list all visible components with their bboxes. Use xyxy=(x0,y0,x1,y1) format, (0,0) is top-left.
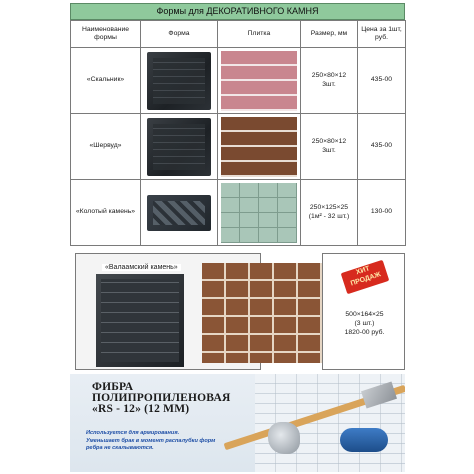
size-dimensions: 250×80×12 xyxy=(311,72,347,79)
fiber-title xyxy=(92,382,252,415)
size-quantity: 3шт. xyxy=(322,80,336,88)
price-table xyxy=(70,20,406,246)
valaam-spec xyxy=(323,310,406,337)
fiber-desc-line: Используется для армирования. xyxy=(86,430,180,436)
product-price: 435-00 xyxy=(358,114,406,180)
column-header-price: Цена за 1шт, руб. xyxy=(358,21,406,48)
mold-image xyxy=(147,195,211,231)
column-header-tile: Плитка xyxy=(218,21,301,48)
product-price: 435-00 xyxy=(358,48,406,114)
fiber-title-line: ПОЛИПРОПИЛЕНОВАЯ xyxy=(92,392,231,404)
product-price: 130-00 xyxy=(358,180,406,246)
fiber-title-line: «RS - 12» (12 ММ) xyxy=(92,403,190,415)
product-size xyxy=(301,114,358,180)
column-header-mold: Форма xyxy=(141,21,218,48)
mold-image xyxy=(147,118,211,176)
valaam-mold-image xyxy=(96,274,184,367)
tile-image xyxy=(221,183,297,243)
valaam-spec-panel xyxy=(322,253,405,370)
product-size xyxy=(301,48,358,114)
table-row xyxy=(71,114,406,180)
mold-image-cell xyxy=(141,114,218,180)
valaam-size: 500×164×25 xyxy=(345,311,384,318)
catalog-title: Формы для ДЕКОРАТИВНОГО КАМНЯ xyxy=(70,3,405,20)
tile-image-cell xyxy=(218,114,301,180)
stone-illustration xyxy=(268,422,300,454)
mold-image-cell xyxy=(141,180,218,246)
column-header-name: Наименование формы xyxy=(71,21,141,48)
product-name: «Шервуд» xyxy=(71,114,141,180)
bestseller-badge: ХИТ ПРОДАЖ xyxy=(341,260,390,295)
product-size xyxy=(301,180,358,246)
tile-image xyxy=(221,51,297,111)
tile-image xyxy=(221,117,297,177)
column-header-size: Размер, мм xyxy=(301,21,358,48)
tile-image-cell xyxy=(218,48,301,114)
tile-image-cell xyxy=(218,180,301,246)
size-dimensions: 250×125×25 xyxy=(309,204,349,211)
fiber-banner xyxy=(70,374,405,472)
mold-image-cell xyxy=(141,48,218,114)
valaam-qty: (3 шт.) xyxy=(354,320,375,327)
mold-image xyxy=(147,52,211,110)
fiber-title-line: ФИБРА xyxy=(92,381,134,393)
valaam-price: 1820-00 руб. xyxy=(344,329,385,336)
size-quantity: (1м² - 32 шт.) xyxy=(308,212,350,220)
valaam-tile-image xyxy=(202,263,322,363)
fiber-desc-line: Уменьшает брак в момент распалубки форм xyxy=(86,437,216,444)
fiber-desc-line: ребра не скалываются. xyxy=(86,445,154,451)
table-row xyxy=(71,48,406,114)
table-row xyxy=(71,180,406,246)
valaam-label: «Валаамский камень» xyxy=(102,264,181,271)
size-quantity: 3шт. xyxy=(322,146,336,154)
catalog-table-section xyxy=(70,3,405,246)
cylinder-illustration xyxy=(340,428,388,452)
size-dimensions: 250×80×12 xyxy=(311,138,347,145)
product-name: «Колотый камень» xyxy=(71,180,141,246)
product-name: «Скальник» xyxy=(71,48,141,114)
table-header-row xyxy=(71,21,406,48)
valaam-section xyxy=(70,253,405,370)
